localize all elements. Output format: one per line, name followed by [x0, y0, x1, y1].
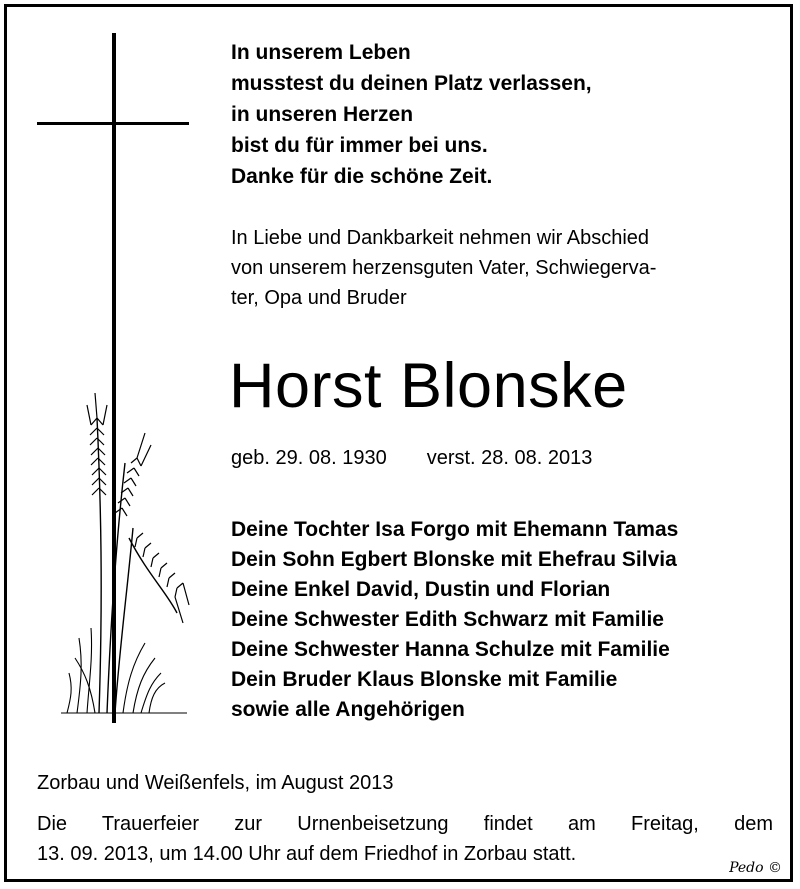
mourners-list	[231, 515, 678, 725]
poem	[231, 37, 592, 192]
service-line: Die Trauerfeier zur Urnenbeisetzung findet am Freitag, dem	[37, 813, 773, 835]
mourner-line: Deine Enkel David, Dustin und Florian	[231, 578, 611, 601]
mourner-line: sowie alle Angehörigen	[231, 698, 465, 721]
service-line: 13. 09. 2013, um 14.00 Uhr auf dem Friedhof in Zorbau statt.	[37, 843, 577, 865]
intro-line: ter, Opa und Bruder	[231, 287, 407, 309]
mourner-line: Dein Bruder Klaus Blonske mit Familie	[231, 668, 618, 691]
obituary-notice	[4, 4, 793, 882]
artist-signature: Pedo ©	[729, 860, 782, 876]
place-and-date: Zorbau und Weißenfels, im August 2013	[37, 772, 394, 794]
intro-line: In Liebe und Dankbarkeit nehmen wir Abschied	[231, 227, 650, 249]
mourner-line: Deine Schwester Edith Schwarz mit Familie	[231, 608, 664, 631]
poem-line: Danke für die schöne Zeit.	[231, 165, 493, 188]
poem-line: in unseren Herzen	[231, 103, 414, 126]
mourner-line: Deine Schwester Hanna Schulze mit Familie	[231, 638, 670, 661]
death-date: verst. 28. 08. 2013	[426, 447, 593, 469]
life-dates	[231, 444, 592, 472]
poem-line: bist du für immer bei uns.	[231, 134, 488, 157]
mourner-line: Dein Sohn Egbert Blonske mit Ehefrau Silvia	[231, 548, 677, 571]
poem-line: In unserem Leben	[231, 41, 411, 64]
cross-with-wheat-illustration	[37, 33, 197, 723]
wheat-icon	[61, 393, 189, 713]
funeral-service-info	[37, 809, 773, 869]
mourner-line: Deine Tochter Isa Forgo mit Ehemann Tamas	[231, 518, 679, 541]
poem-line: musstest du deinen Platz verlassen,	[231, 72, 592, 95]
birth-date: geb. 29. 08. 1930	[231, 447, 387, 469]
cross-icon	[37, 33, 189, 723]
farewell-intro	[231, 223, 771, 313]
intro-line: von unserem herzensguten Vater, Schwiegerva-	[231, 257, 657, 279]
deceased-name: Horst Blonske	[229, 351, 628, 421]
